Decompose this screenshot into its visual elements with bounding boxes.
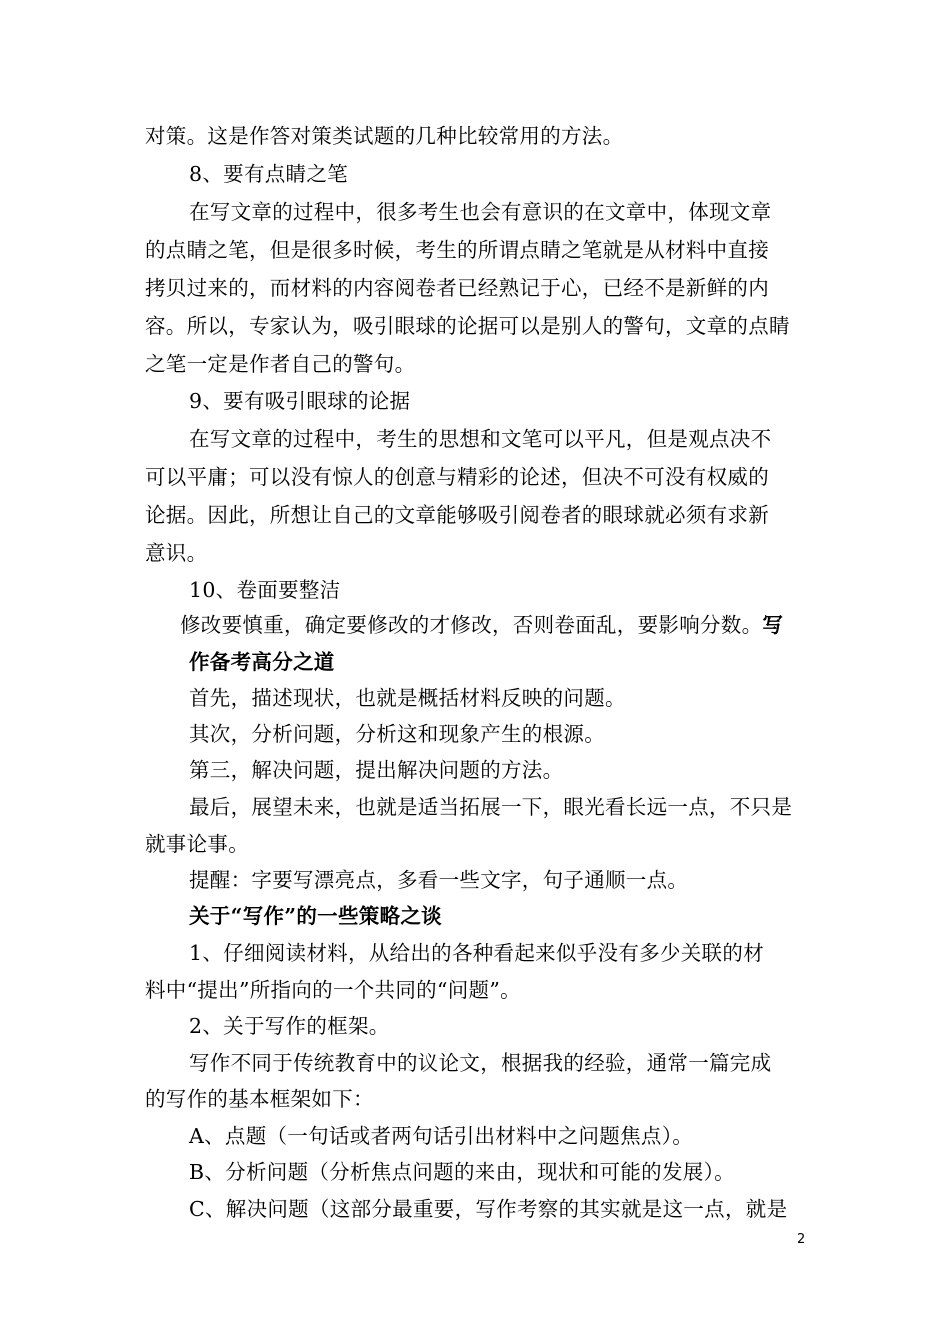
section-heading: 10、卷面要整洁 [189,578,341,602]
text-line: 提醒：字要写漂亮点，多看一些文字，句子通顺一点。 [189,868,689,892]
text-line: C、解决问题（这部分最重要，写作考察的其实就是这一点，就是 [189,1197,788,1221]
text-line: 料中“提出”所指向的一个共同的“问题”。 [145,978,521,1002]
text-line: B、分析问题（分析焦点问题的来由，现状和可能的发展）。 [189,1160,735,1184]
text-line: 在写文章的过程中，很多考生也会有意识的在文章中，体现文章 [189,200,772,224]
text-line: 意识。 [145,541,208,565]
text-line: 容。所以，专家认为，吸引眼球的论据可以是别人的警句，文章的点睛 [145,314,790,338]
bold-heading-start: 写 [762,613,784,637]
bold-heading: 作备考高分之道 [189,650,335,674]
section-heading: 8、要有点睛之笔 [189,162,348,186]
page-number: 2 [797,1232,806,1247]
text-segment: 修改要慎重，确定要修改的才修改，否则卷面乱，要影响分数。 [180,613,763,637]
bold-heading: 关于“写作”的一些策略之谈 [189,904,442,928]
text-line: 第三，解决问题，提出解决问题的方法。 [189,758,564,782]
text-line: 1、仔细阅读材料，从给出的各种看起来似乎没有多少关联的材 [189,941,764,965]
text-line: 写作不同于传统教育中的议论文，根据我的经验，通常一篇完成 [189,1051,772,1075]
text-line: 在写文章的过程中，考生的思想和文笔可以平凡，但是观点决不 [189,427,772,451]
text-line: A、点题（一句话或者两句话引出材料中之问题焦点）。 [189,1124,694,1148]
text-line: 可以平庸；可以没有惊人的创意与精彩的论述，但决不可没有权威的 [145,465,769,489]
text-line: 的点睛之笔，但是很多时候，考生的所谓点睛之笔就是从材料中直接 [145,238,769,262]
text-line [180,611,810,639]
text-line: 2、关于写作的框架。 [189,1014,390,1038]
text-line: 对策。这是作答对策类试题的几种比较常用的方法。 [145,124,624,148]
text-line: 的写作的基本框架如下： [145,1087,374,1111]
text-line: 拷贝过来的，而材料的内容阅卷者已经熟记于心，已经不是新鲜的内 [145,276,769,300]
text-line: 论据。因此，所想让自己的文章能够吸引阅卷者的眼球就必须有求新 [145,503,769,527]
section-heading: 9、要有吸引眼球的论据 [189,389,411,413]
text-line: 其次，分析问题，分析这和现象产生的根源。 [189,722,605,746]
text-line: 首先，描述现状，也就是概括材料反映的问题。 [189,686,626,710]
text-line: 之笔一定是作者自己的警句。 [145,352,416,376]
text-line: 就事论事。 [145,832,249,856]
text-line: 最后，展望未来，也就是适当拓展一下，眼光看长远一点，不只是 [189,795,793,819]
